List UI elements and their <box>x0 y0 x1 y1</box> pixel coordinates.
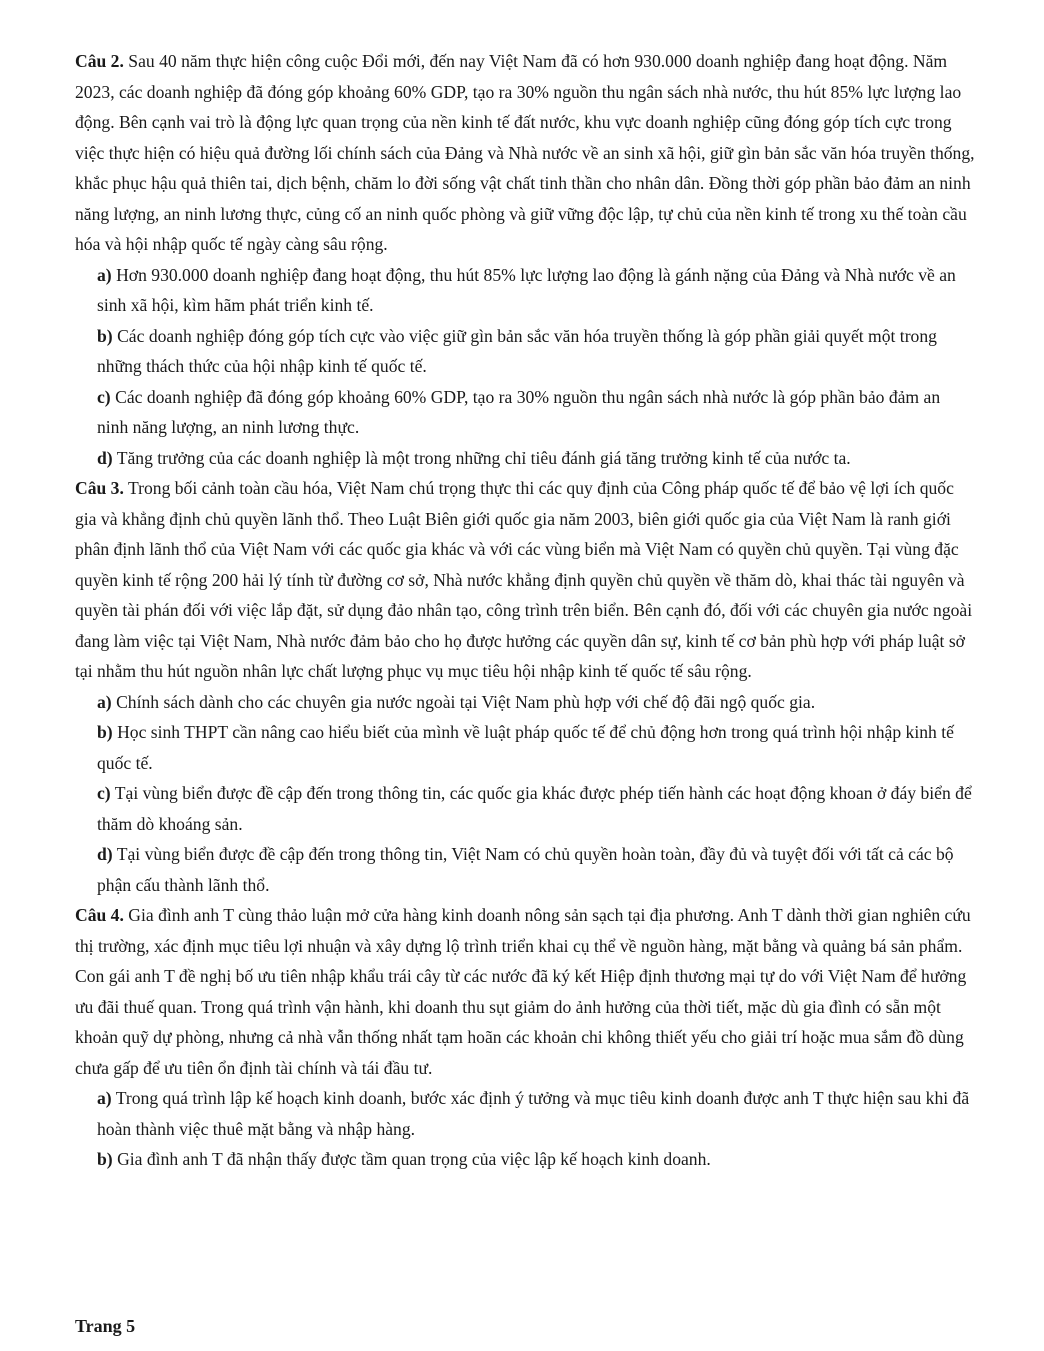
option-text: Tại vùng biển được đề cập đến trong thông tin, Việt Nam có chủ quyền hoàn toàn, đầy đủ và tuyệt đối với tất cả các bộ phận cấu thành lãnh thổ. <box>97 844 954 895</box>
question-3-option-d <box>75 839 975 900</box>
question-3-label: Câu 3. <box>75 478 124 498</box>
option-text: Chính sách dành cho các chuyên gia nước ngoài tại Việt Nam phù hợp với chế độ đãi ngộ quốc gia. <box>116 691 816 712</box>
option-label: b) <box>97 325 113 346</box>
option-text: Hơn 930.000 doanh nghiệp đang hoạt động, thu hút 85% lực lượng lao động là gánh nặng của Đảng và Nhà nước về an sinh xã hội, kìm hãm phát triển kinh tế. <box>97 264 956 315</box>
option-text: Trong quá trình lập kế hoạch kinh doanh, bước xác định ý tưởng và mục tiêu kinh doanh được anh T thực hiện sau khi đã hoàn thành việc thuê mặt bằng và nhập hàng. <box>97 1088 970 1139</box>
question-2-label: Câu 2. <box>75 51 124 71</box>
question-2-option-a <box>75 260 975 321</box>
question-2 <box>75 46 975 473</box>
option-label: a) <box>97 691 112 712</box>
question-3-option-c <box>75 778 975 839</box>
question-2-text: Sau 40 năm thực hiện công cuộc Đổi mới, đến nay Việt Nam đã có hơn 930.000 doanh nghiệp đang hoạt động. Năm 2023, các doanh nghiệp đã đóng góp khoảng 60% GDP, tạo ra 30% nguồn thu ngân sách nhà nước, thu hút 85% lực lượng lao động. Bên cạnh vai trò là động lực quan trọng của nền kinh tế đất nước, khu vực doanh nghiệp cũng đóng góp tích cực trong việc thực hiện có hiệu quả đường lối chính sách của Đảng và Nhà nước về an sinh xã hội, giữ gìn bản sắc văn hóa truyền thống, khắc phục hậu quả thiên tai, dịch bệnh, chăm lo đời sống vật chất tinh thần cho nhân dân. Đồng thời góp phần bảo đảm an ninh năng lượng, an ninh lương thực, củng cố an ninh quốc phòng và giữ vững độc lập, tự chủ của nền kinh tế trong xu thế toàn cầu hóa và hội nhập quốc tế ngày càng sâu rộng. <box>75 51 975 254</box>
question-2-option-c <box>75 382 975 443</box>
option-label: a) <box>97 264 112 285</box>
question-3-stem <box>75 473 975 687</box>
question-4 <box>75 900 975 1175</box>
question-2-options <box>75 260 975 474</box>
option-text: Gia đình anh T đã nhận thấy được tầm quan trọng của việc lập kế hoạch kinh doanh. <box>117 1149 711 1169</box>
question-2-option-b <box>75 321 975 382</box>
option-label: a) <box>97 1088 112 1108</box>
option-label: c) <box>97 386 111 407</box>
exam-page-content <box>75 46 975 1175</box>
option-text: Tăng trưởng của các doanh nghiệp là một trong những chỉ tiêu đánh giá tăng trưởng kinh tế của nước ta. <box>116 447 851 468</box>
question-4-options <box>75 1083 975 1175</box>
question-4-option-b <box>75 1144 975 1175</box>
option-text: Các doanh nghiệp đóng góp tích cực vào việc giữ gìn bản sắc văn hóa truyền thống là góp phần giải quyết một trong những thách thức của hội nhập kinh tế quốc tế. <box>97 325 937 376</box>
option-text: Tại vùng biển được đề cập đến trong thông tin, các quốc gia khác được phép tiến hành các hoạt động khoan ở đáy biển để thăm dò khoáng sản. <box>97 783 972 834</box>
question-4-stem <box>75 900 975 1083</box>
option-label: d) <box>97 844 113 864</box>
question-3-option-b <box>75 717 975 778</box>
question-3 <box>75 473 975 900</box>
option-text: Học sinh THPT cần nâng cao hiểu biết của mình về luật pháp quốc tế để chủ động hơn trong quá trình hội nhập kinh tế quốc tế. <box>97 722 954 773</box>
option-label: c) <box>97 783 111 803</box>
option-label: b) <box>97 722 113 742</box>
option-text: Các doanh nghiệp đã đóng góp khoảng 60% GDP, tạo ra 30% nguồn thu ngân sách nhà nước là góp phần bảo đảm an ninh năng lượng, an ninh lương thực. <box>97 386 941 437</box>
question-3-option-a <box>75 687 975 718</box>
option-label: d) <box>97 447 113 468</box>
question-2-option-d <box>75 443 975 474</box>
option-label: b) <box>97 1149 113 1169</box>
question-4-text: Gia đình anh T cùng thảo luận mở cửa hàng kinh doanh nông sản sạch tại địa phương. Anh T dành thời gian nghiên cứu thị trường, xác định mục tiêu lợi nhuận và xây dựng lộ trình triển khai cụ thể về nguồn hàng, mặt bằng và quảng bá sản phẩm. Con gái anh T đề nghị bố ưu tiên nhập khẩu trái cây từ các nước đã ký kết Hiệp định thương mại tự do với Việt Nam để hưởng ưu đãi thuế quan. Trong quá trình vận hành, khi doanh thu sụt giảm do ảnh hưởng của thời tiết, mặc dù gia đình có sẵn một khoản quỹ dự phòng, nhưng cả nhà vẫn thống nhất tạm hoãn các khoản chi không thiết yếu cho giải trí hoặc mua sắm đồ dùng chưa gấp để ưu tiên ổn định tài chính và tái đầu tư. <box>75 905 971 1078</box>
page-number: Trang 5 <box>75 1316 136 1336</box>
question-4-option-a <box>75 1083 975 1144</box>
question-3-text: Trong bối cảnh toàn cầu hóa, Việt Nam chú trọng thực thi các quy định của Công pháp quốc tế để bảo vệ lợi ích quốc gia và khẳng định chủ quyền lãnh thổ. Theo Luật Biên giới quốc gia năm 2003, biên giới quốc gia của Việt Nam là ranh giới phân định lãnh thổ của Việt Nam với các quốc gia khác và với các vùng biển mà Việt Nam có quyền chủ quyền. Tại vùng đặc quyền kinh tế rộng 200 hải lý tính từ đường cơ sở, Nhà nước khẳng định quyền chủ quyền về thăm dò, khai thác tài nguyên và quyền tài phán đối với việc lắp đặt, sử dụng đảo nhân tạo, công trình trên biển. Bên cạnh đó, đối với các chuyên gia nước ngoài đang làm việc tại Việt Nam, Nhà nước đảm bảo cho họ được hưởng các quyền dân sự, kinh tế cơ bản phù hợp với pháp luật sở tại nhằm thu hút nguồn nhân lực chất lượng phục vụ mục tiêu hội nhập kinh tế quốc tế sâu rộng. <box>75 478 973 681</box>
question-2-stem <box>75 46 975 260</box>
question-3-options <box>75 687 975 901</box>
question-4-label: Câu 4. <box>75 905 124 925</box>
